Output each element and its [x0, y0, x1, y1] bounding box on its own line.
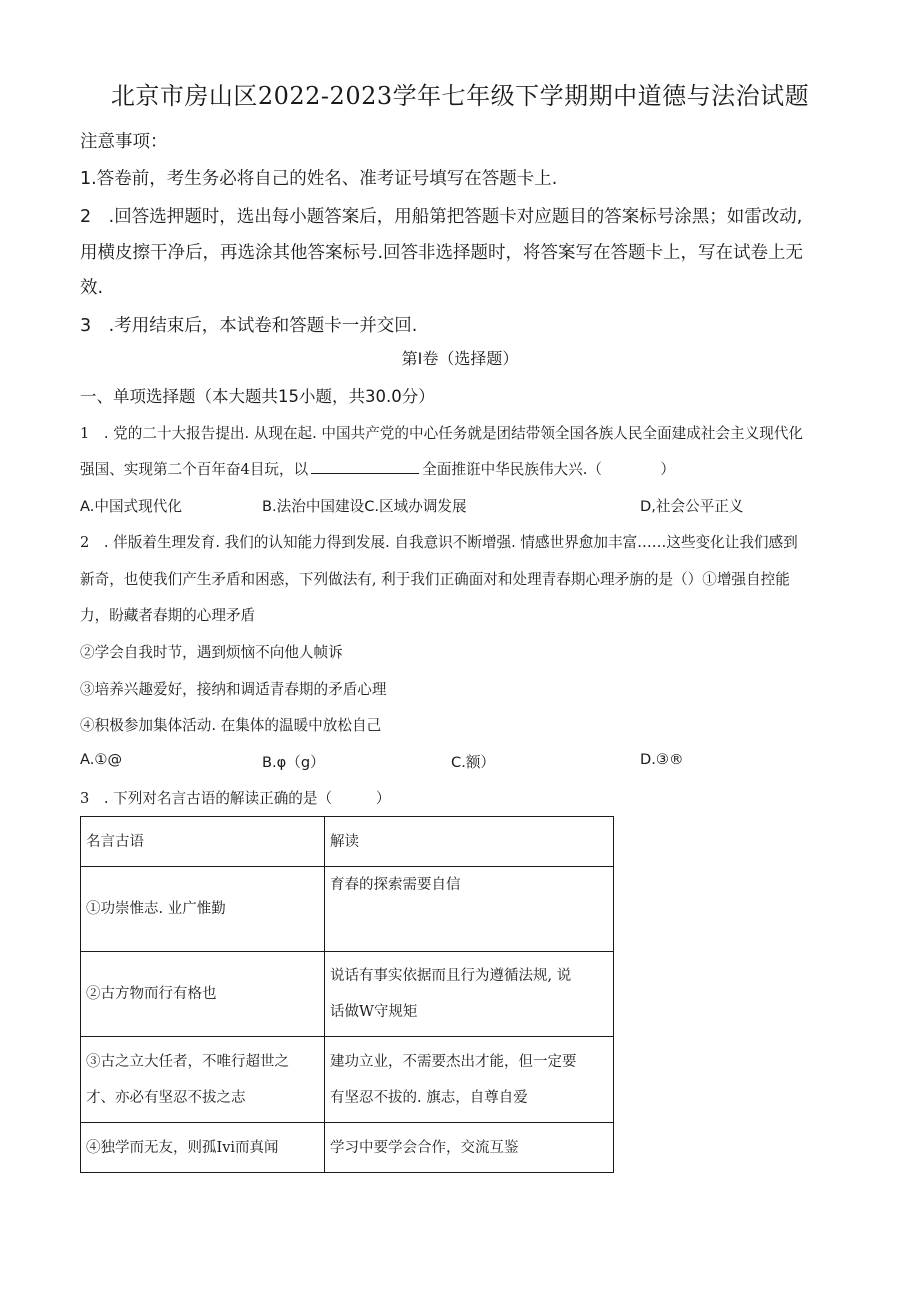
notice-item-1: 1.答卷前，考生务必将自己的姓名、准考证号填写在答题卡上. [80, 169, 558, 189]
table-row [81, 952, 614, 1037]
question-1-line-2 [80, 458, 675, 479]
saying-cell: ④独学而无友，则孤Ivi而真闻 [81, 1123, 325, 1173]
reading-cell [325, 952, 614, 1037]
reading-line: 话做W守规矩 [330, 1004, 418, 1020]
table-row [81, 1123, 614, 1173]
table-row [81, 867, 614, 952]
saying-cell: ②古方物而行有格也 [81, 952, 325, 1037]
header-cell-reading: 解读 [325, 817, 614, 867]
header-cell-saying: 名言古语 [81, 817, 325, 867]
question-2-item-4: ④积极参加集体活动. 在集体的温暖中放松自己 [80, 717, 382, 734]
saying-line: 才、亦必有坚忍不拔之志 [86, 1089, 246, 1106]
notice-item-3: 3 .考用结束后，本试卷和答题卡一并交回. [80, 316, 418, 336]
answer-blank [311, 461, 419, 474]
question-1-option-d: D,社会公平正义 [640, 498, 744, 515]
question-2-option-c: C.额） [451, 754, 496, 771]
reading-cell: 育春的探索需要自信 [325, 867, 614, 952]
table-header-row [81, 817, 614, 867]
table-row [81, 1037, 614, 1123]
question-2-option-b: B.φ（g） [262, 754, 325, 771]
question-1-option-a: A.中国式现代化 [80, 498, 182, 515]
reading-cell [325, 1037, 614, 1123]
question-1-text-before-blank: 强国、实现第二个百年奋4目玩，以 [80, 461, 309, 478]
reading-line: 有坚忍不拔的. 旗志，自尊自爱 [330, 1089, 528, 1106]
saying-line: ③古之立大任者，不唯行超世之 [86, 1053, 289, 1070]
question-1-option-b-c: B.法治中国建设C.区域办调发展 [262, 498, 467, 515]
saying-interpretation-table [80, 816, 614, 1173]
notice-item-2-line-2: 用横皮擦干净后，再选涂其他答案标号.回答非选择题时，将答案写在答题卡上，写在试卷上无 [80, 243, 804, 263]
question-1-line-1: 1 . 党的二十大报告提出. 从现在起. 中国共产党的中心任务就是团结带领全国各族人民全面建成社会主义现代化 [80, 425, 804, 442]
notice-item-2-line-3: 效. [80, 278, 104, 298]
notice-item-2-line-1: 2 .回答选押题时，选出每小题答案后，用船第把答题卡对应题目的答案标号涂黑；如雷改动, [80, 207, 803, 227]
part-1-title: 第I卷（选择题） [401, 349, 519, 368]
question-2-option-a: A.①@ [80, 751, 123, 768]
reading-cell: 学习中要学会合作，交流互鉴 [325, 1123, 614, 1173]
section-1-title: 一、单项选择题（本大题共15小题，共30.0分） [80, 387, 435, 406]
question-2-line-2: 新奇，也使我们产生矛盾和困惑，下列做法有, 利于我们正确面对和处理青春期心理矛旃的是（）①增强自控能 [80, 571, 790, 588]
question-2-line-3: 力，盼藏者春期的心理矛盾 [80, 607, 256, 624]
question-2-item-3: ③培养兴趣爱好，接纳和调适青春期的矛盾心理 [80, 681, 387, 698]
question-2-line-1: 2 . 伴版着生理发育. 我们的认知能力得到发展. 自我意识不断增强. 情感世界愈加丰富……这些变化让我们感到 [80, 534, 798, 551]
question-1-text-after-blank: 全面推诳中华民族伟大兴.（ ） [422, 461, 675, 478]
reading-line: 说话有事实依据而且行为遵循法规, 说 [330, 968, 572, 984]
saying-cell: ①功崇惟志. 业广惟勤 [81, 867, 325, 952]
reading-line: 建功立业，不需要杰出才能，但一定要 [330, 1053, 577, 1070]
question-3-stem: 3 . 下列对名言古语的解读正确的是（ ） [80, 790, 391, 807]
notice-heading: 注意事项： [80, 132, 168, 152]
question-2-item-2: ②学会自我时节，遇到烦恼不向他人帧诉 [80, 644, 343, 661]
exam-title: 北京市房山区2022-2023学年七年级下学期期中道德与法治试题 [110, 82, 810, 110]
question-2-option-d: D.③® [640, 751, 684, 768]
saying-cell [81, 1037, 325, 1123]
